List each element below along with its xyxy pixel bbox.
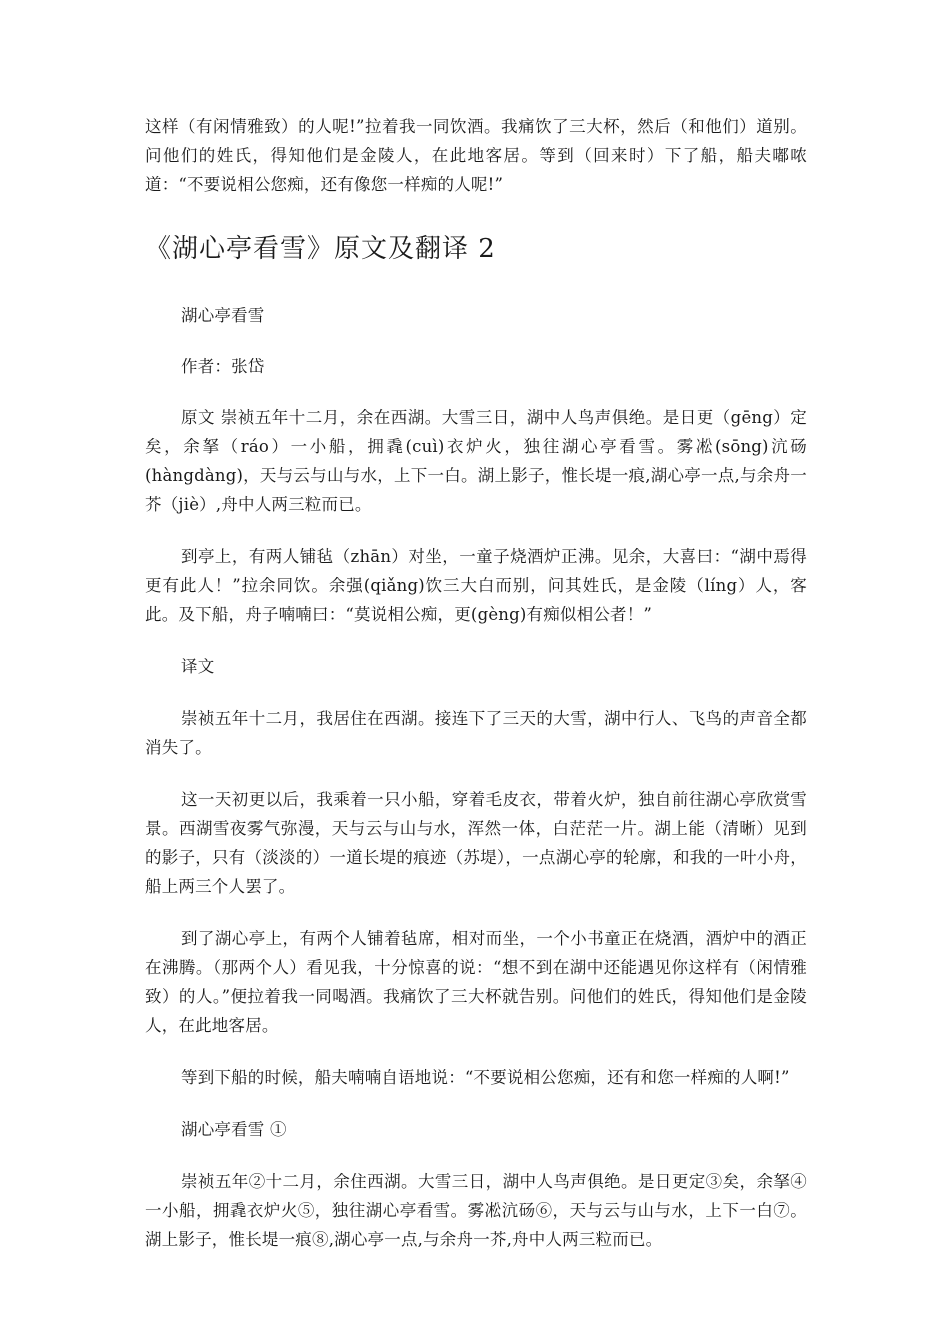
translation-paragraph-1: 崇祯五年十二月，我居住在西湖。接连下了三天的大雪，湖中行人、飞鸟的声音全都消失了。	[145, 709, 807, 757]
document-page	[145, 112, 807, 1254]
translation-paragraph-2: 这一天初更以后，我乘着一只小船，穿着毛皮衣，带着火炉，独自前往湖心亭欣赏雪景。西湖雪夜雾气弥漫，天与云与山与水，浑然一体，白茫茫一片。湖上能（清晰）见到的影子，只有（淡淡的）一道长堤的痕迹（苏堤），一点湖心亭的轮廓，和我的一叶小舟，船上两三个人罢了。	[145, 790, 807, 896]
original-text-paragraph-1: 原文 崇祯五年十二月，余在西湖。大雪三日，湖中人鸟声俱绝。是日更（gēng）定矣，余拏（ráo）一小船，拥毳(cuì)衣炉火，独往湖心亭看雪。雾凇(sōng)沆砀(hàngdàng)，天与云与山与水，上下一白。湖上影子，惟长堤一痕,湖心亭一点,与余舟一芥（jiè）,舟中人两三粒而已。	[145, 408, 807, 514]
translation-paragraph-3: 到了湖心亭上，有两个人铺着毡席，相对而坐，一个小书童正在烧酒，酒炉中的酒正在沸腾。（那两个人）看见我，十分惊喜的说：“想不到在湖中还能遇见你这样有（闲情雅致）的人。”便拉着我一同喝酒。我痛饮了三大杯就告别。问他们的姓氏，得知他们是金陵人，在此地客居。	[145, 929, 807, 1035]
translation-paragraph-4: 等到下船的时候，船夫喃喃自语地说：“不要说相公您痴，还有和您一样痴的人啊!”	[181, 1068, 790, 1087]
original-text-paragraph-2: 到亭上，有两人铺毡（zhān）对坐，一童子烧酒炉正沸。见余，大喜曰：“湖中焉得更有此人！”拉余同饮。余强(qiǎng)饮三大白而别，问其姓氏，是金陵（líng）人，客此。及下船，舟子喃喃曰：“莫说相公痴，更(gèng)有痴似相公者！”	[145, 547, 807, 624]
article-title: 湖心亭看雪	[181, 306, 265, 325]
annotated-text-paragraph: 崇祯五年②十二月，余住西湖。大雪三日，湖中人鸟声俱绝。是日更定③矣，余拏④一小船，拥毳衣炉火⑤，独往湖心亭看雪。雾凇沆砀⑥，天与云与山与水，上下一白⑦。湖上影子，惟长堤一痕⑧,湖心亭一点,与余舟一芥,舟中人两三粒而已。	[145, 1172, 807, 1249]
intro-paragraph: 这样（有闲情雅致）的人呢!”拉着我一同饮酒。我痛饮了三大杯，然后（和他们）道别。问他们的姓氏，得知他们是金陵人，在此地客居。等到（回来时）下了船，船夫嘟哝道：“不要说相公您痴，还有像您一样痴的人呢!”	[145, 117, 807, 194]
section-heading: 《湖心亭看雪》原文及翻译 2	[145, 234, 496, 264]
author-line: 作者：张岱	[181, 357, 265, 376]
translation-heading: 译文	[181, 657, 215, 676]
annotated-title: 湖心亭看雪 ①	[181, 1120, 287, 1139]
